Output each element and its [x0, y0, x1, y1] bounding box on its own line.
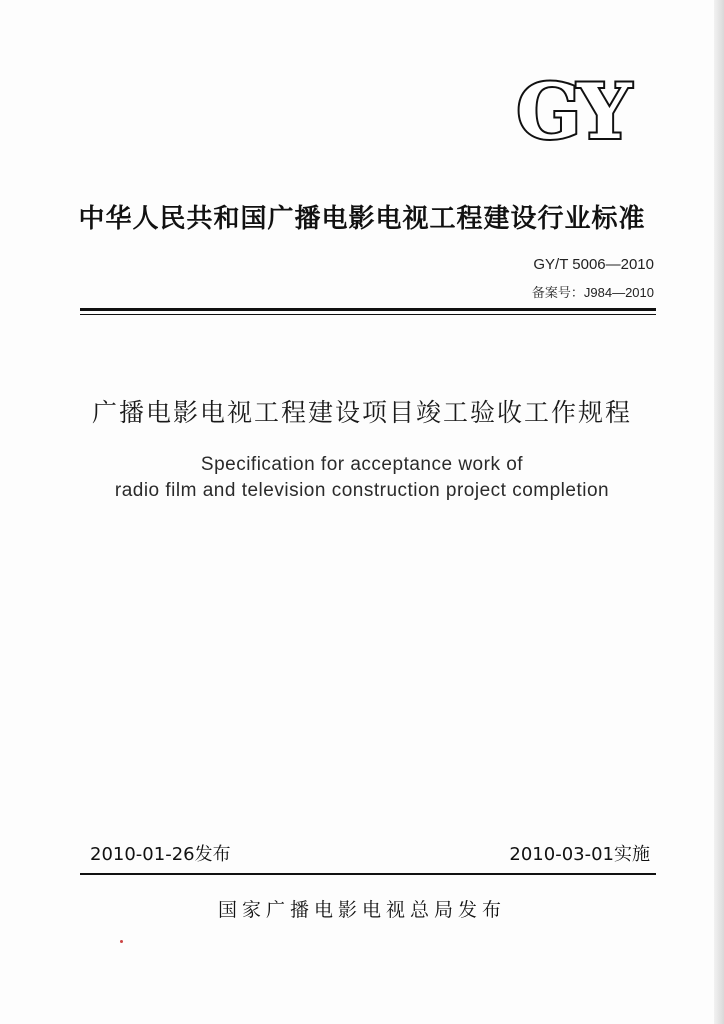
footer-divider [80, 873, 656, 875]
publisher: 国家广播电影电视总局发布 [217, 899, 506, 921]
english-title-line-1: Specification for acceptance work of [200, 454, 524, 475]
implementation-date: 2010-03-01实施 [509, 844, 650, 865]
gy-logo-text: GY [516, 72, 628, 150]
header-divider-thin [80, 314, 656, 315]
standard-number: GY/T 5006—2010 [533, 256, 654, 273]
english-title-line-2: radio film and television construction project completion [114, 480, 610, 501]
header-divider-thick [80, 308, 656, 311]
issue-date: 2010-01-26发布 [90, 844, 231, 865]
document-title-chinese: 广播电影电视工程建设项目竣工验收工作规程 [91, 398, 632, 427]
document-title-english [0, 452, 724, 504]
standard-category-title: 中华人民共和国广播电影电视工程建设行业标准 [78, 204, 646, 234]
gy-logo [492, 72, 652, 150]
page-edge [714, 0, 724, 1024]
scan-speck [120, 940, 123, 943]
filing-number: 备案号：J984—2010 [531, 285, 654, 300]
